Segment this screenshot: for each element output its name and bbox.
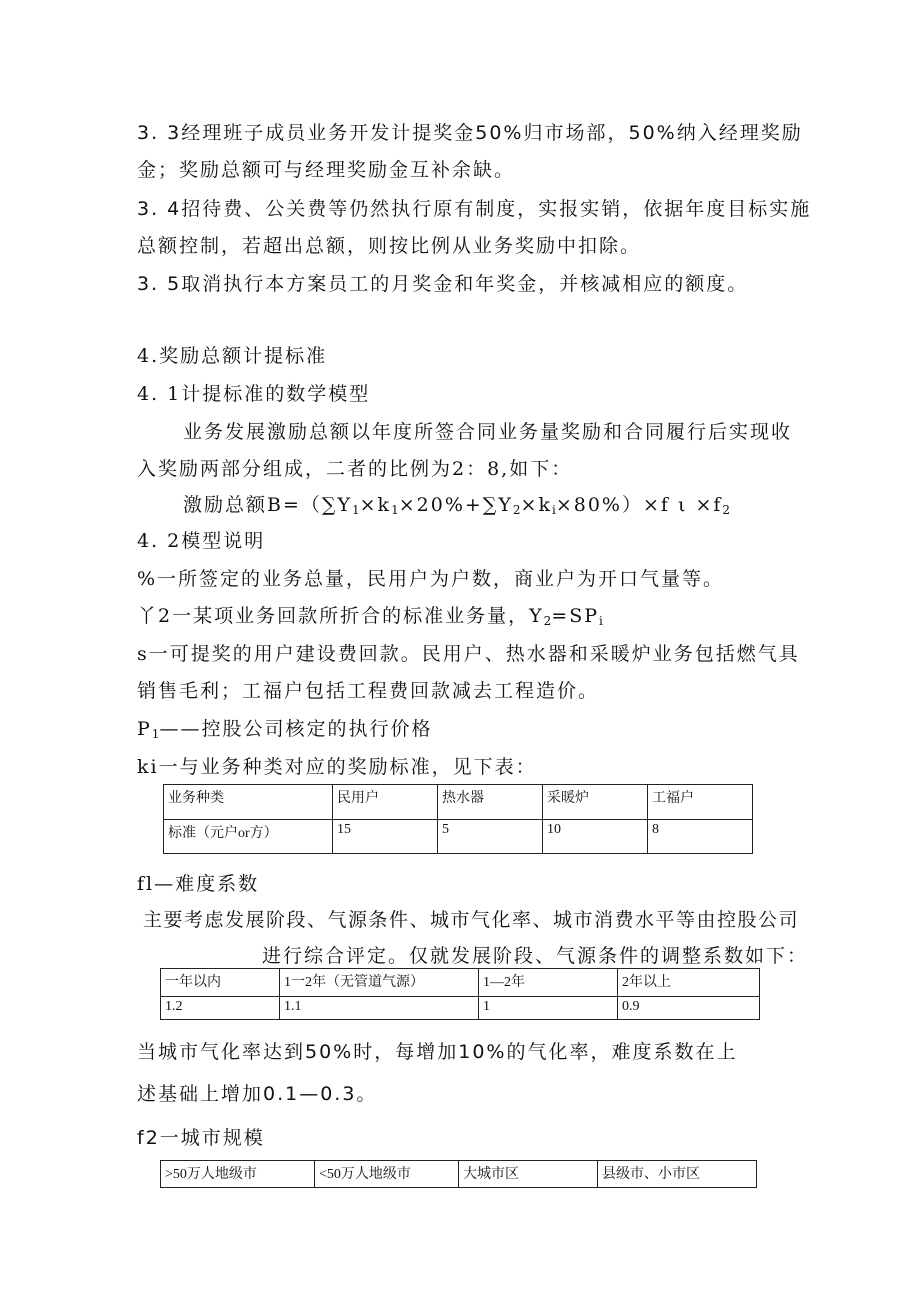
formula — [183, 492, 730, 523]
table-cell: 1.1 — [280, 996, 479, 1019]
table-row — [164, 785, 753, 820]
table-cell: 1—2年 — [479, 969, 618, 997]
f1-heading: fl—难度系数 — [137, 873, 260, 895]
clause-3-5: 3. 5取消执行本方案员工的月奖金和年奖金，并核减相应的额度。 — [137, 273, 749, 295]
formula-sub-1: 1 — [352, 503, 360, 517]
table-cell: 工福户 — [648, 785, 753, 820]
table-cell: 1.2 — [161, 996, 280, 1019]
table-cell: >50万人地级市 — [161, 1161, 315, 1188]
city-scale-table — [160, 1160, 757, 1188]
table-cell: 采暖炉 — [543, 785, 648, 820]
clause-3-4-line1: 3. 4招待费、公关费等仍然执行原有制度，实报实销，依据年度目标实施 — [137, 198, 812, 220]
model-p-sub: 1 — [151, 727, 160, 741]
difficulty-coefficient-table — [160, 968, 760, 1020]
table-cell: 业务种类 — [164, 785, 333, 820]
clause-3-3-line2: 金；奖励总额可与经理奖励金互补余缺。 — [137, 159, 516, 181]
note-line1: 当城市气化率达到50%时，每增加10%的气化率，难度系数在上 — [137, 1041, 738, 1063]
clause-3-4-line2: 总额控制，若超出总额，则按比例从业务奖励中扣除。 — [137, 235, 642, 257]
table-row — [161, 1161, 757, 1188]
model-y2-text: 丫2一某项业务回款所折合的标准业务量，Y — [137, 605, 544, 627]
table-cell: 5 — [438, 819, 543, 854]
table-cell: 8 — [648, 819, 753, 854]
table-cell: 一年以内 — [161, 969, 280, 997]
table-row — [161, 996, 760, 1019]
formula-part-a: 激励总额B=（∑Y — [183, 494, 352, 516]
model-p1-definition — [137, 716, 432, 747]
table-cell: 10 — [543, 819, 648, 854]
table-cell: 热水器 — [438, 785, 543, 820]
formula-sub-4: i — [551, 503, 556, 517]
table-cell: 2年以上 — [618, 969, 760, 997]
table-cell: 1 — [479, 996, 618, 1019]
model-p-text: ——控股公司核定的执行价格 — [159, 718, 433, 740]
formula-part-c: ×20%+∑Y — [398, 494, 513, 516]
f1-description-line1: 主要考虑发展阶段、气源条件、城市气化率、城市消费水平等由控股公司 — [143, 909, 800, 931]
section-4-1-heading: 4. 1计提标准的数学模型 — [137, 383, 371, 405]
table-cell: 大城市区 — [459, 1161, 598, 1188]
model-y2-sub-i: i — [599, 614, 603, 628]
model-y2-eq: =SP — [551, 605, 600, 627]
table-cell: 县级市、小市区 — [598, 1161, 757, 1188]
ki-standard-table — [163, 784, 753, 854]
section-4-2-heading: 4. 2模型说明 — [137, 530, 266, 552]
model-s-definition-line2: 销售毛利；工福户包括工程费回款减去工程造价。 — [137, 680, 600, 702]
table-cell: <50万人地级市 — [315, 1161, 459, 1188]
model-p-letter: P — [137, 718, 152, 740]
model-y2-definition — [137, 603, 603, 634]
model-s-definition-line1: s一可提奖的用户建设费回款。民用户、热水器和采暖炉业务包括燃气具 — [137, 643, 800, 665]
table-cell: 0.9 — [618, 996, 760, 1019]
f1-description-line2: 进行综合评定。仅就发展阶段、气源条件的调整系数如下： — [262, 945, 809, 967]
formula-part-b: ×k — [359, 494, 392, 516]
table-cell: 15 — [333, 819, 438, 854]
note-line2: 述基础上增加0.1—0.3。 — [137, 1083, 378, 1105]
model-y1-definition: %一所签定的业务总量，民用户为户数，商业户为开口气量等。 — [137, 568, 725, 590]
table-row — [161, 969, 760, 997]
table-cell: 1一2年（无管道气源） — [280, 969, 479, 997]
formula-part-e: ×80%）×f ι ×f — [555, 494, 723, 516]
formula-sub-3: 2 — [512, 503, 521, 517]
table-cell: 民用户 — [333, 785, 438, 820]
table-row — [164, 819, 753, 854]
formula-sub-5: 2 — [722, 503, 731, 517]
formula-part-d: ×k — [520, 494, 552, 516]
section-4-heading: 4.奖励总额计提标准 — [137, 345, 328, 367]
table-cell: 标准（元户or方） — [164, 819, 333, 854]
clause-3-3-line1: 3. 3经理班子成员业务开发计提奖金50%归市场部，50%纳入经理奖励 — [137, 122, 803, 144]
model-y2-sub: 2 — [543, 614, 552, 628]
f2-heading: f2一城市规模 — [137, 1127, 265, 1149]
paragraph-line1: 业务发展激励总额以年度所签合同业务量奖励和合同履行后实现收 — [183, 421, 793, 443]
model-ki-definition: ki一与业务种类对应的奖励标准，见下表： — [137, 756, 537, 778]
paragraph-line2: 入奖励两部分组成，二者的比例为2：8,如下： — [137, 458, 573, 480]
formula-sub-2: 1 — [391, 503, 399, 517]
